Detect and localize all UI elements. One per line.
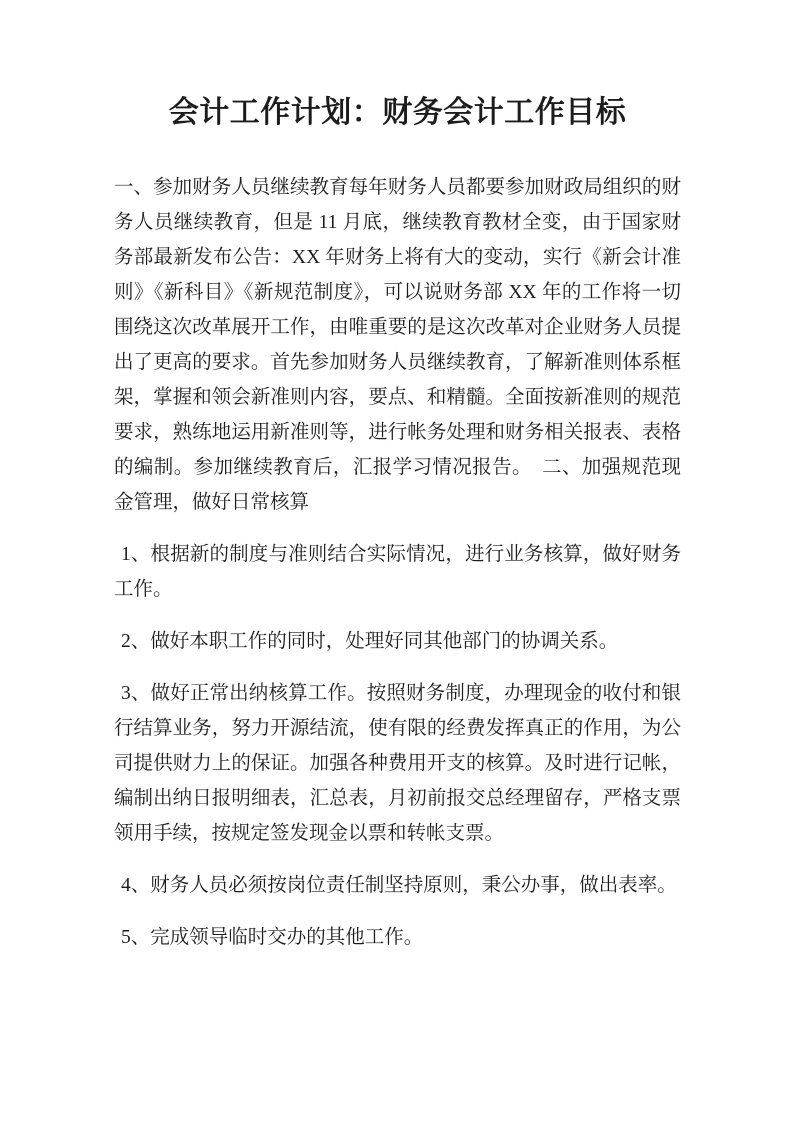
list-item-3: 3、做好正常出纳核算工作。按照财务制度，办理现金的收付和银行结算业务，努力开源结流，使有限的经费发挥真正的作用，为公司提供财力上的保证。加强各种费用开支的核算。及时进行记帐，编制出纳日报明细表，汇总表，月初前报交总经理留存，严格支票领用手续，按规定签发现金以票和转帐支票。 (114, 683, 681, 844)
list-item-4: 4、财务人员必须按岗位责任制坚持原则，秉公办事，做出表率。 (121, 875, 677, 896)
list-item-1: 1、根据新的制度与准则结合实际情况，进行业务核算，做好财务工作。 (114, 544, 681, 600)
intro-paragraph: 一、参加财务人员继续教育每年财务人员都要参加财政局组织的财务人员继续教育，但是 11 月底，继续教育教材全变，由于国家财务部最新发布公告：XX 年财务上将有大的变动，实行《新会计准则》《新科目》《新规范制度》，可以说财务部 XX 年的工作将一切围绕这次改革展开工作，由唯重要的是这次改革对企业财务人员提出了更高的要求。首先参加财务人员继续教育，了解新准则体系框架，掌握和领会新准则内容，要点、和精髓。全面按新准则的规范要求，熟练地运用新准则等，进行帐务处理和财务相关报表、表格的编制。参加继续教育后，汇报学习情况报告。 二、加强规范现金管理，做好日常核算 (114, 177, 681, 513)
document-title: 会计工作计划：财务会计工作目标 (168, 96, 627, 129)
list-item-5: 5、完成领导临时交办的其他工作。 (121, 927, 424, 948)
list-item-2: 2、做好本职工作的同时，处理好同其他部门的协调关系。 (121, 631, 619, 652)
